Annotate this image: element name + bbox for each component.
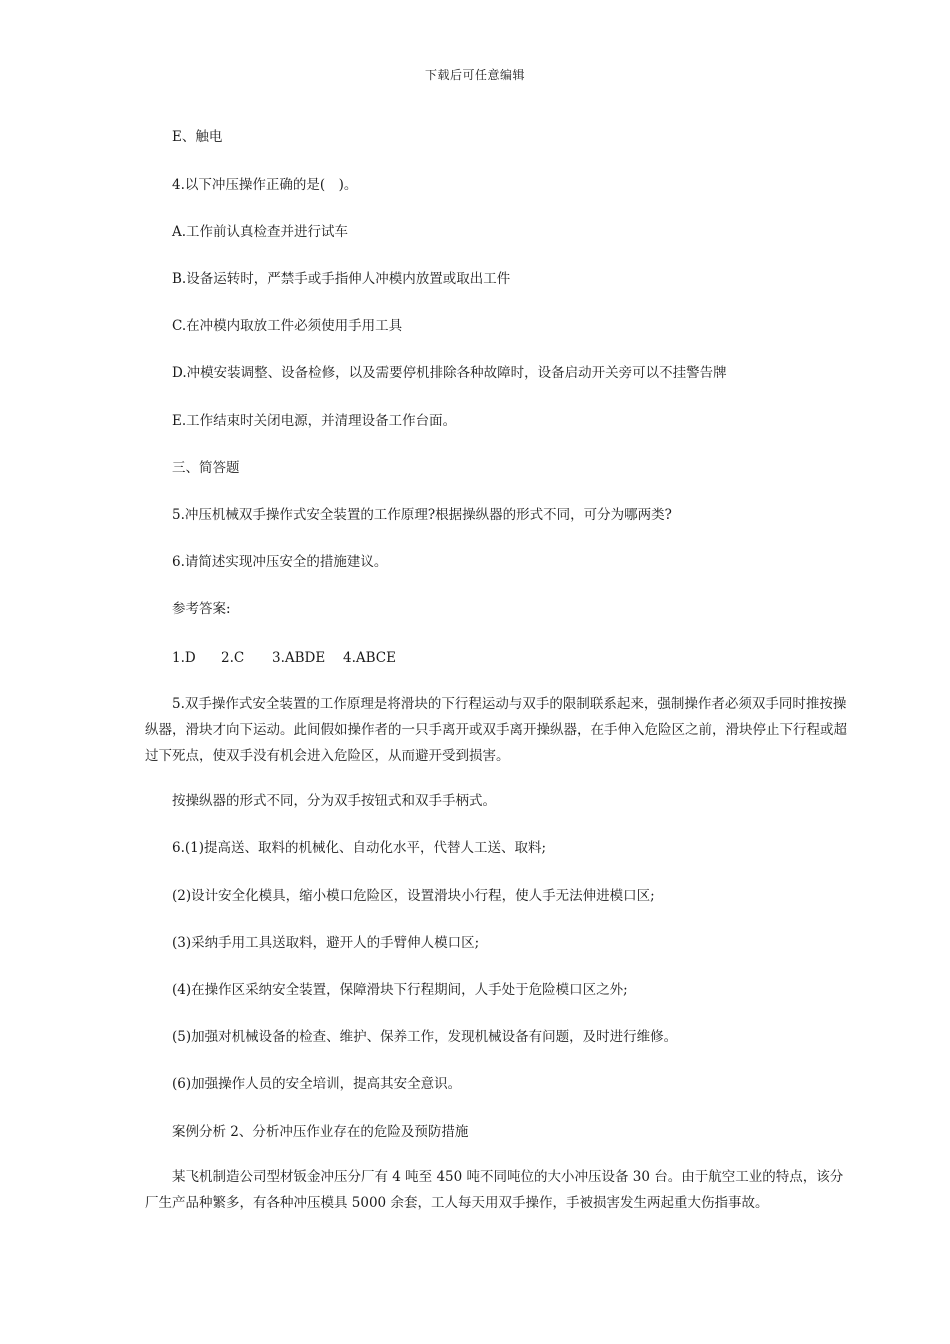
- case-analysis-title: 案例分析 2、分析冲压作业存在的危险及预防措施: [172, 1124, 469, 1140]
- answer-6-item-1: 6.(1)提高送、取料的机械化、自动化水平，代替人工送、取料;: [172, 840, 547, 856]
- question-4-option-b: B.设备运转时，严禁手或手指伸人冲模内放置或取出工件: [172, 271, 511, 287]
- answer-4: 4.ABCE: [343, 650, 396, 666]
- option-e-electric: E、触电: [172, 129, 223, 145]
- case-analysis-text: 某飞机制造公司型材钣金冲压分厂有 4 吨至 450 吨不同吨位的大小冲压设备 30 台。由于航空工业的特点，该分厂生产品种繁多，有各种冲压模具 5000 余套，工人每天用双手操作，手被损害发生两起重大伤指事故。: [145, 1169, 844, 1211]
- section-heading-short-answer: 三、简答题: [172, 460, 240, 476]
- answer-6-item-3: (3)采纳手用工具送取料，避开人的手臂伸人模口区;: [172, 935, 480, 951]
- answer-6-item-6: (6)加强操作人员的安全培训，提高其安全意识。: [172, 1076, 462, 1092]
- answer-3: 3.ABDE: [272, 650, 326, 666]
- answer-1: 1.D: [172, 650, 196, 666]
- question-5: 5.冲压机械双手操作式安全装置的工作原理?根据操纵器的形式不同，可分为哪两类?: [172, 507, 672, 523]
- answer-6-item-2: (2)设计安全化模具，缩小模口危险区，设置滑块小行程，使人手无法伸进模口区;: [172, 888, 655, 904]
- question-4: 4.以下冲压操作正确的是( )。: [172, 177, 358, 193]
- answer-6-item-4: (4)在操作区采纳安全装置，保障滑块下行程期间，人手处于危险模口区之外;: [172, 982, 628, 998]
- answer-2: 2.C: [221, 650, 245, 666]
- question-4-option-e: E.工作结束时关闭电源，并清理设备工作台面。: [172, 413, 457, 429]
- question-6: 6.请简述实现冲压安全的措施建议。: [172, 554, 388, 570]
- page-header: 下载后可任意编辑: [424, 68, 525, 82]
- question-4-option-d: D.冲模安装调整、设备检修，以及需要停机排除各种故障时，设备启动开关旁可以不挂警告牌: [172, 365, 727, 381]
- answer-5-categories: 按操纵器的形式不同，分为双手按钮式和双手手柄式。: [172, 793, 496, 809]
- answer-5-paragraph: 5.双手操作式安全装置的工作原理是将滑块的下行程运动与双手的限制联系起来，强制操作者必须双手同时推按操纵器，滑块才向下运动。此间假如操作者的一只手离开或双手离开操纵器，在手伸入危险区之前，滑块停止下行程或超过下死点，使双手没有机会进入危险区，从而避开受到损害。: [145, 696, 847, 764]
- reference-answers-heading: 参考答案:: [172, 601, 231, 617]
- question-4-option-c: C.在冲模内取放工件必须使用手用工具: [172, 318, 403, 334]
- answer-6-item-5: (5)加强对机械设备的检查、维护、保养工作，发现机械设备有问题，及时进行维修。: [172, 1029, 678, 1045]
- answer-key-row: [172, 649, 396, 667]
- question-4-option-a: A.工作前认真检查并进行试车: [172, 224, 349, 240]
